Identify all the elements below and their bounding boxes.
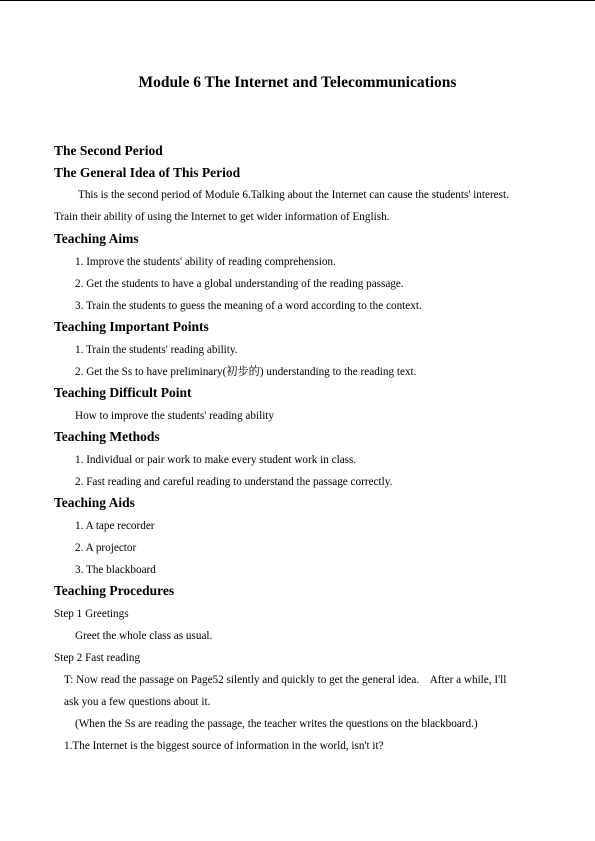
aims-item: 1. Improve the students' ability of reading comprehension. (75, 256, 336, 268)
important-points-item: 2. Get the Ss to have preliminary(初步的) understanding to the reading text. (75, 366, 417, 378)
methods-item: 1. Individual or pair work to make every student work in class. (75, 454, 357, 466)
period-heading: The Second Period (54, 143, 163, 158)
aids-item: 1. A tape recorder (75, 520, 155, 532)
methods-heading: Teaching Methods (54, 429, 160, 444)
procedures-heading: Teaching Procedures (54, 583, 175, 598)
step-2-note: (When the Ss are reading the passage, the teacher writes the questions on the blackboard.) (75, 718, 478, 730)
aims-heading: Teaching Aims (54, 231, 139, 246)
aids-item: 3. The blackboard (75, 564, 156, 576)
aids-heading: Teaching Aids (54, 495, 135, 510)
aims-item: 2. Get the students to have a global understanding of the reading passage. (75, 278, 404, 290)
step-2-instruction-line: ask you a few questions about it. (64, 696, 211, 708)
step-1-title: Step 1 Greetings (54, 608, 129, 620)
methods-item: 2. Fast reading and careful reading to understand the passage correctly. (75, 476, 393, 488)
aids-item: 2. A projector (75, 542, 137, 554)
important-points-heading: Teaching Important Points (54, 319, 209, 334)
aims-item: 3. Train the students to guess the meaning of a word according to the context. (75, 300, 422, 312)
difficult-point-heading: Teaching Difficult Point (54, 385, 192, 400)
general-idea-heading: The General Idea of This Period (54, 165, 241, 180)
step-1-text: Greet the whole class as usual. (75, 630, 213, 642)
difficult-point-text: How to improve the students' reading ability (75, 410, 275, 422)
general-idea-line: This is the second period of Module 6.Talking about the Internet can cause the students' interest. (78, 189, 509, 201)
general-idea-line: Train their ability of using the Internet to get wider information of English. (54, 211, 390, 223)
document-title: Module 6 The Internet and Telecommunications (138, 74, 457, 91)
important-points-item: 1. Train the students' reading ability. (75, 344, 238, 356)
question-item: 1.The Internet is the biggest source of information in the world, isn't it? (64, 740, 384, 752)
step-2-instruction-line: T: Now read the passage on Page52 silently and quickly to get the general idea. After a while, I'll (64, 674, 507, 686)
step-2-title: Step 2 Fast reading (54, 652, 141, 664)
top-border-line (0, 0, 595, 1)
